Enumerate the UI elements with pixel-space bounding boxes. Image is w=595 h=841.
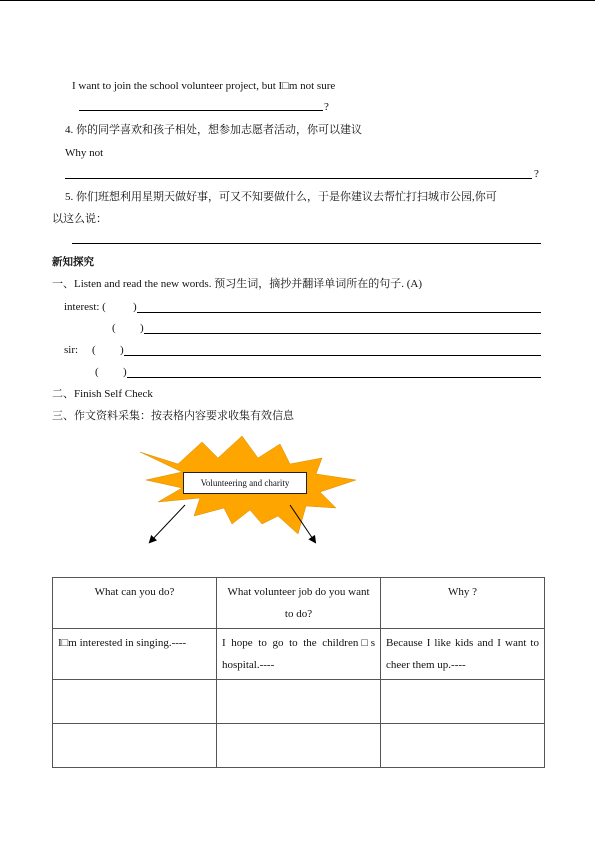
table-cell-empty[interactable] [381, 680, 545, 724]
table-row [53, 724, 545, 768]
table-cell-empty[interactable] [53, 680, 217, 724]
word-interest-close: ) [133, 301, 137, 313]
word-sir-close: ) [120, 344, 124, 356]
word-sir-2-open: ( [95, 366, 99, 378]
table-cell: Because I like kids and I want to cheer them up.---- [381, 629, 545, 680]
diagram-center-label: Volunteering and charity [183, 472, 307, 494]
step-2-instruction: 二、Finish Self Check [52, 388, 153, 400]
table-cell-empty[interactable] [53, 724, 217, 768]
table-cell-empty[interactable] [381, 724, 545, 768]
left-arrow [150, 505, 185, 542]
header-cell-volunteer-job: What volunteer job do you want to do? [217, 578, 381, 629]
exercise-5-prompt: 5. 你们班想利用星期天做好事，可又不知要做什么，于是你建议去帮忙打扫城市公园,你可 [65, 191, 497, 203]
word-interest-2-open: ( [112, 322, 116, 334]
exercise-3-answer-line[interactable] [79, 110, 323, 111]
step-1-instruction: 一、Listen and read the new words. 预习生词，摘抄并翻译单词所在的句子. (A) [52, 278, 422, 290]
word-interest-2-line[interactable] [144, 333, 541, 334]
word-sir-2-close: ) [123, 366, 127, 378]
word-interest-line[interactable] [137, 312, 541, 313]
exercise-3-qmark: ? [324, 101, 329, 113]
word-sir-label: sir: [64, 344, 79, 356]
table-cell-empty[interactable] [217, 680, 381, 724]
table-cell: I□m interested in singing.---- [53, 629, 217, 680]
table-header-row [53, 578, 545, 629]
exercise-3-sentence: I want to join the school volunteer project, but I□m not sure [72, 80, 336, 92]
exercise-5-prompt-cont: 以这么说： [52, 213, 107, 225]
header-cell-what-can-you-do: What can you do? [53, 578, 217, 629]
exercise-4-qmark: ? [534, 168, 539, 180]
word-interest-2-close: ) [140, 322, 144, 334]
word-interest-label: interest: ( [64, 301, 106, 313]
exercise-4-prompt: 4. 你的同学喜欢和孩子相处，想参加志愿者活动，你可以建议 [65, 124, 362, 136]
diagram-arrows [140, 500, 340, 548]
exercise-4-why-not: Why not [65, 147, 104, 159]
right-arrow [290, 505, 315, 542]
table-row [53, 680, 545, 724]
exercise-4-answer-line[interactable] [65, 178, 532, 179]
word-sir-line[interactable] [124, 355, 541, 356]
word-sir-open: ( [92, 344, 96, 356]
header-cell-why: Why ? [381, 578, 545, 629]
page-top-border [0, 0, 595, 1]
info-table [52, 577, 545, 768]
table-row [53, 629, 545, 680]
section-title: 新知探究 [52, 256, 94, 268]
table-cell-empty[interactable] [217, 724, 381, 768]
word-sir-2-line[interactable] [127, 377, 541, 378]
step-3-instruction: 三、作文资料采集：按表格内容要求收集有效信息 [52, 410, 294, 422]
exercise-5-answer-line[interactable] [72, 243, 541, 244]
table-cell: I hope to go to the children□s hospital.---- [217, 629, 381, 680]
